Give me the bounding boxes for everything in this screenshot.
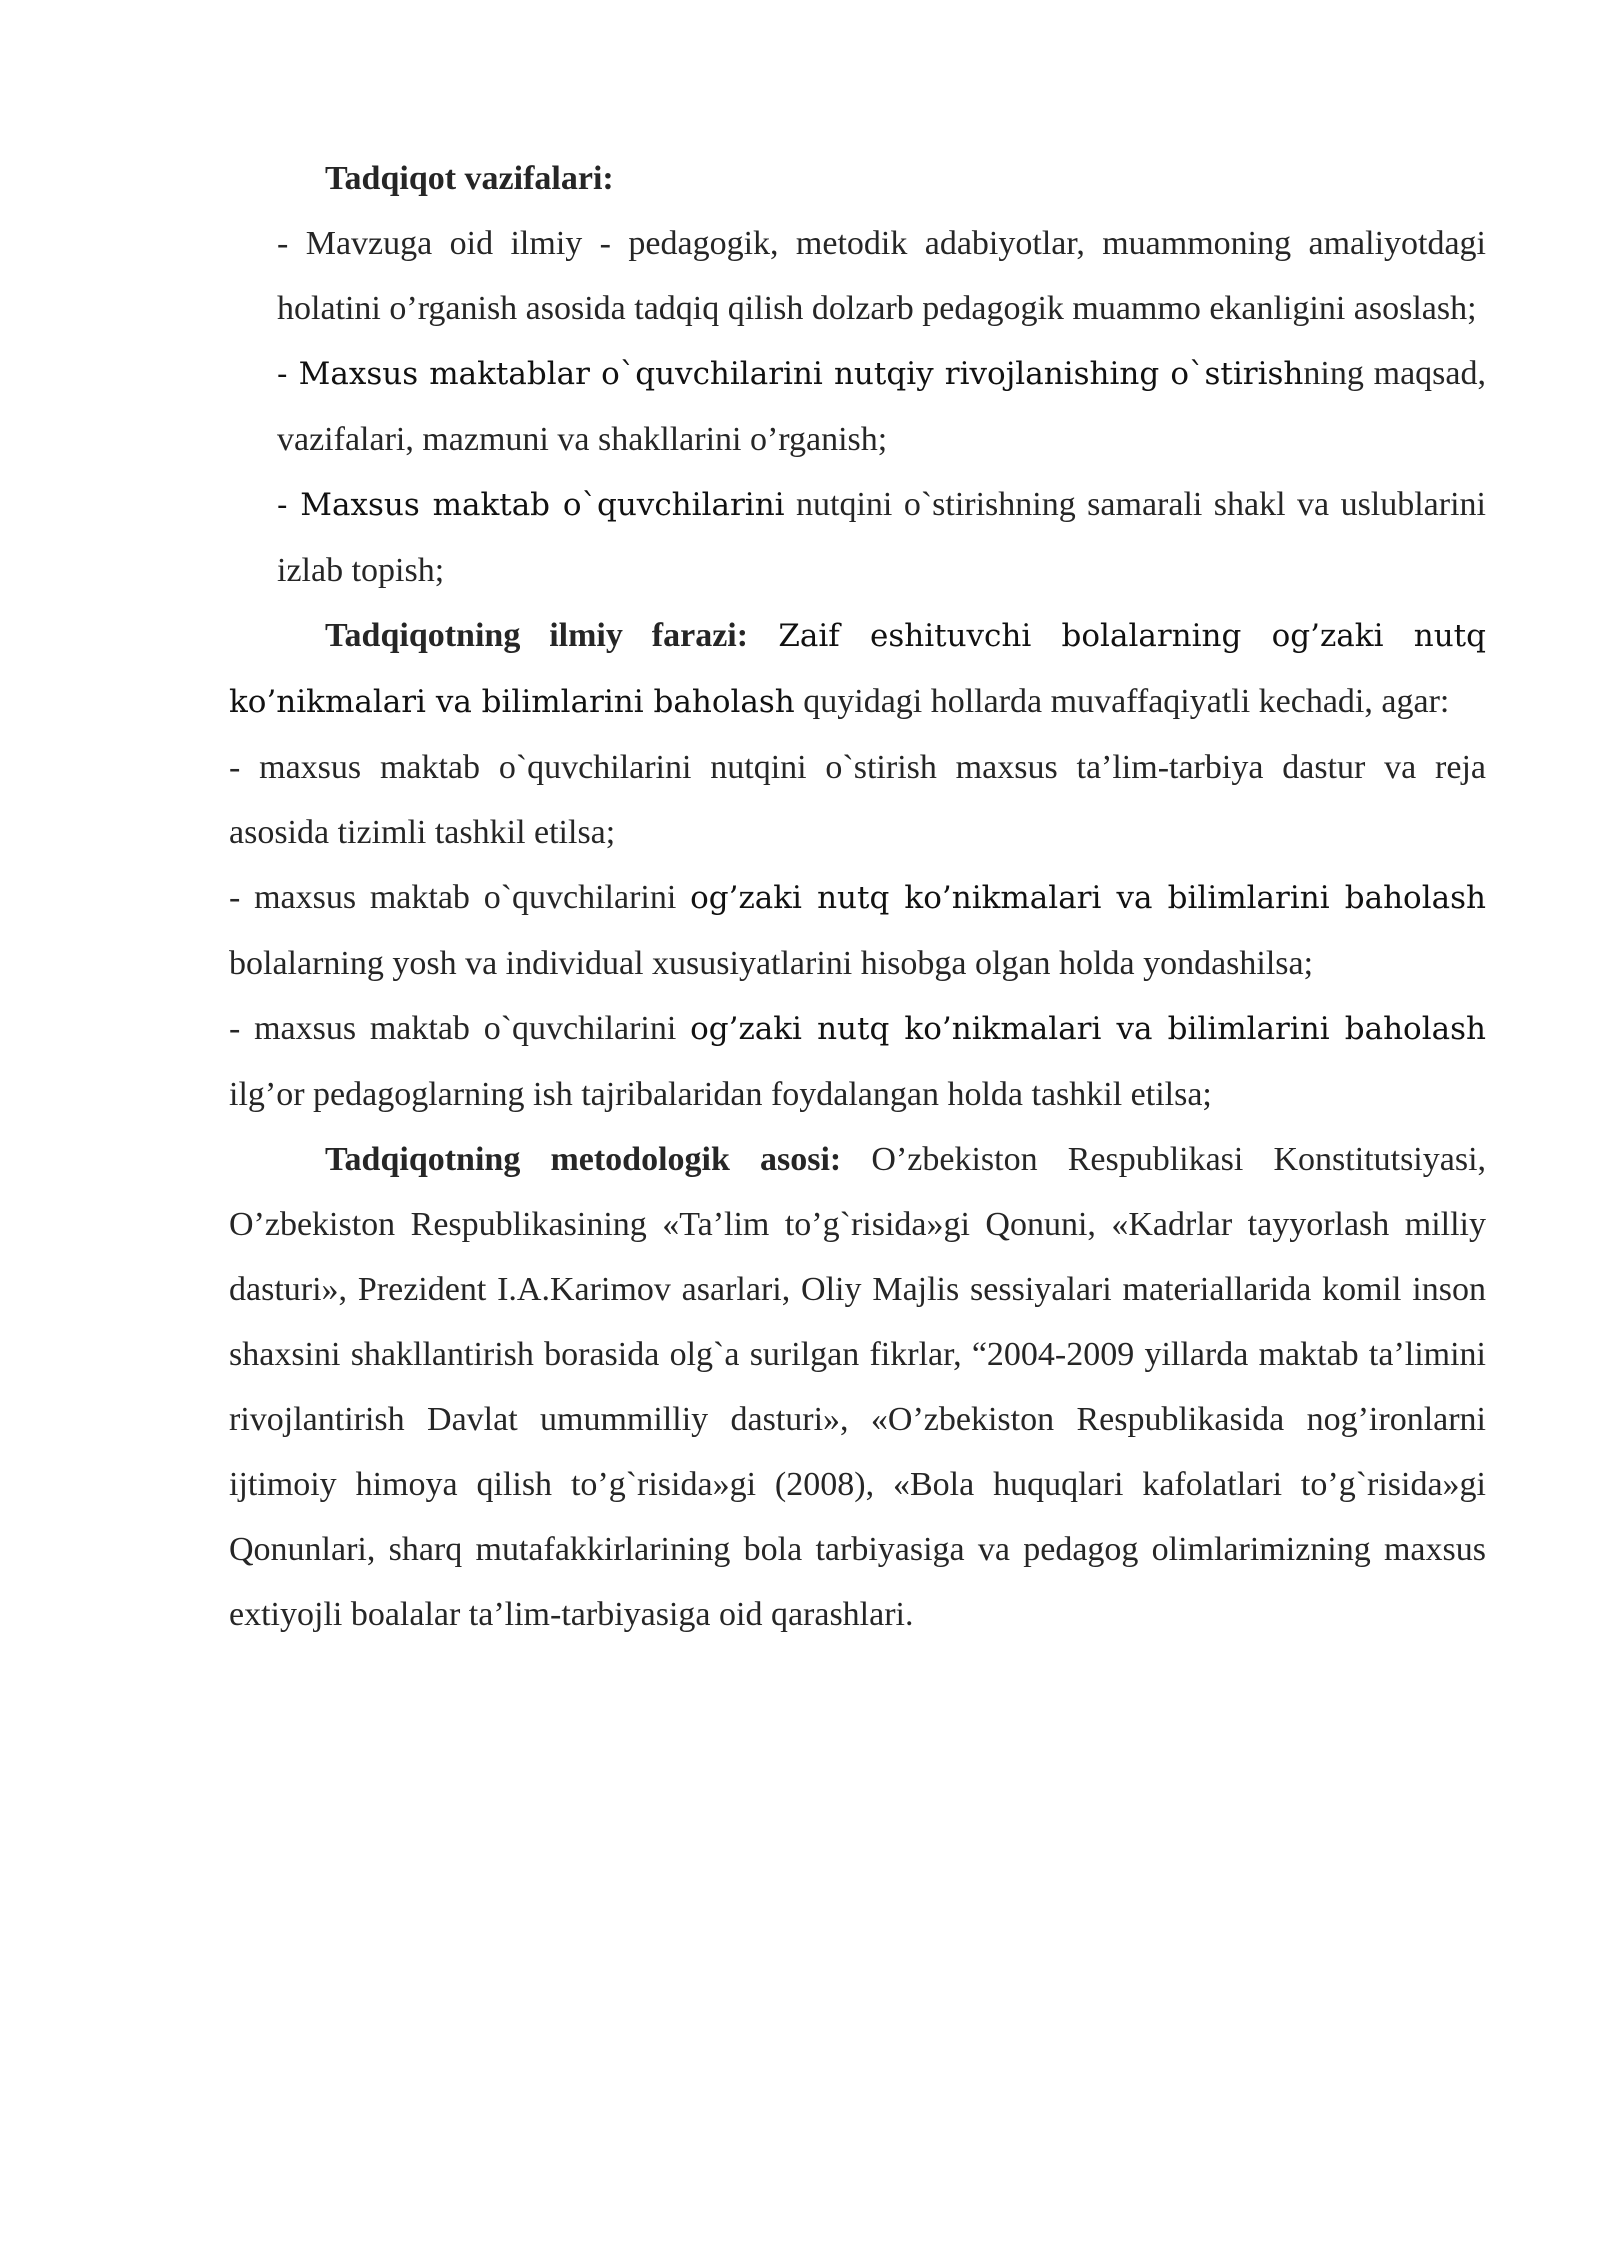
task-item-2 — [277, 341, 1486, 472]
hypothesis-item-1 — [229, 735, 1486, 865]
hypothesis-item-3 — [229, 996, 1486, 1127]
methodology-text: O’zbekiston Respublikasi Konstitutsiyasi, O’zbekiston Respublikasining «Ta’lim to’g`risida»gi Qonuni, «Kadrlar tayyorlash milliy dasturi», Prezident I.A.Karimov asarlari, Oliy Majlis sessiyalari materiallarida komil inson shaxsini shakllantirish borasida olg`a surilgan fikrlar, “2004-2009 yillarda maktab ta’limini rivojlantirish Davlat umummilliy dasturi», «O’zbekiston Respublikasida nog’ironlarni ijtimoiy himoya qilish to’g`risida»gi (2008), «Bola huquqlari kafolatlari to’g`risida»gi Qonunlari, sharq mutafakkirlarining bola tarbiyasiga va pedagog olimlarimizning maxsus extiyojli boalalar ta’lim-tarbiyasiga oid qarashlari. — [229, 1141, 1487, 1633]
task-item-2-rest: ning maqsad, vazifalari, mazmuni va shakllarini o’rganish; — [277, 355, 1486, 458]
methodology-heading: Tadqiqotning metodologik asosi: — [325, 1141, 842, 1178]
hypothesis-item-3-highlight: og’zaki nutq ko’nikmalari va bilimlarini baholash — [690, 1011, 1486, 1047]
hypothesis-rest: quyidagi hollarda muvaffaqiyatli kechadi, agar: — [794, 683, 1450, 720]
hypothesis-item-1-text: - maxsus maktab o`quvchilarini nutqini o`stirish maxsus ta’lim-tarbiya dastur va reja asosida tizimli tashkil etilsa; — [229, 749, 1486, 851]
task-item-2-lead: - Maxsus maktablar o`quvchilarini nutqiy rivojlanishing o`stirish — [277, 356, 1304, 392]
hypothesis-item-3-pre: - maxsus maktab o`quvchilarini — [229, 1010, 691, 1047]
methodology-paragraph — [229, 1127, 1486, 1647]
task-item-3-rest: nutqini o`stirishning samarali shakl va uslublarini izlab topish; — [277, 486, 1486, 589]
document-body — [229, 146, 1486, 1647]
hypothesis-item-2-pre: - maxsus maktab o`quvchilarini — [229, 879, 691, 916]
hypothesis-heading: Tadqiqotning ilmiy farazi: — [325, 617, 749, 654]
tasks-list — [229, 211, 1486, 603]
hypothesis-item-2-post: bolalarning yosh va individual xususiyatlarini hisobga olgan holda yondashilsa; — [229, 945, 1314, 982]
hypothesis-item-2-highlight: og’zaki nutq ko’nikmalari va bilimlarini baholash — [690, 880, 1486, 916]
hypothesis-item-2 — [229, 865, 1486, 996]
hypothesis-paragraph — [229, 603, 1486, 735]
hypothesis-lead: Zaif eshituvchi bolalarning og’zaki nutq ko’nikmalari va bilimlarini baholash — [229, 618, 1486, 720]
task-item-1: - Mavzuga oid ilmiy - pedagogik, metodik adabiyotlar, muammoning amaliyotdagi holatini o’rganish asosida tadqiq qilish dolzarb pedagogik muammo ekanligini asoslash; — [277, 225, 1486, 327]
task-item-3-lead: - Maxsus maktab o`quvchilarini — [277, 487, 785, 523]
task-item-3 — [277, 472, 1486, 603]
hypothesis-item-3-post: ilg’or pedagoglarning ish tajribalaridan foydalangan holda tashkil etilsa; — [229, 1076, 1212, 1113]
tasks-heading: Tadqiqot vazifalari: — [325, 160, 614, 197]
